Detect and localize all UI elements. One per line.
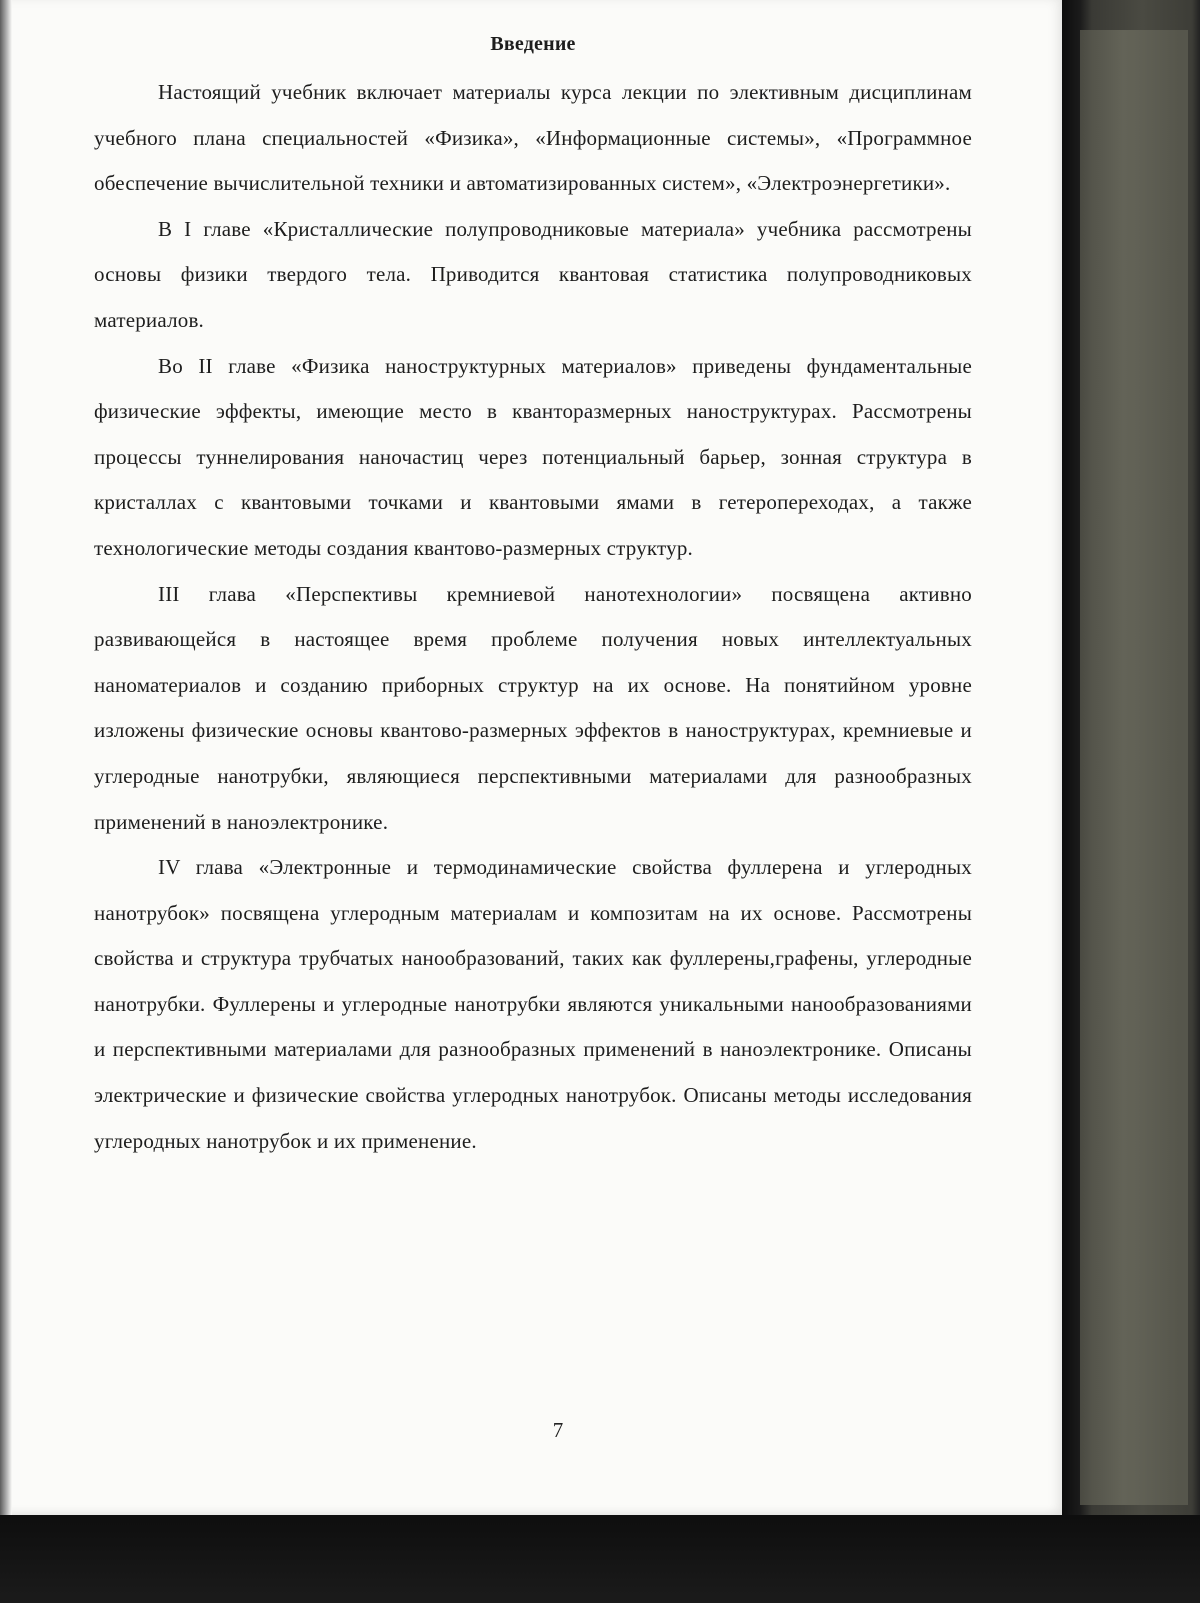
paragraph-chapter-3: III глава «Перспективы кремниевой нанотехнологии» посвящена активно развивающейся в настоящее время проблеме получения новых интеллектуальных наноматериалов и созданию приборных структур на их основе. На понятийном уровне изложены физические основы квантово-размерных эффектов в наноструктурах, кремниевые и углеродные нанотрубки, являющиеся перспективными материалами для разнообразных применений в наноэлектронике. (94, 581, 972, 834)
page-title: Введение (490, 33, 576, 55)
paragraph-chapter-4: IV глава «Электронные и термодинамические свойства фуллерена и углеродных нанотрубок» посвящена углеродным материалам и композитам на их основе. Рассмотрены свойства и структура трубчатых нанообразований, таких как фуллерены,графены, углеродные нанотрубки. Фуллерены и углеродные нанотрубки являются уникальными нанообразованиями и перспективными материалами для разнообразных применений в наноэлектронике. Описаны электрические и физические свойства углеродных нанотрубок. Описаны методы исследования углеродных нанотрубок и их применение. (94, 855, 972, 1153)
paragraph-chapter-2: Во II главе «Физика наноструктурных материалов» приведены фундаментальные физические эффекты, имеющие место в кванторазмерных наноструктурах. Рассмотрены процессы туннелирования наночастиц через потенциальный барьер, зонная структура в кристаллах с квантовыми точками и квантовыми ямами в гетеропереходах, а также технологические методы создания квантово-размерных структур. (94, 353, 972, 560)
page-number: 7 (552, 1418, 564, 1442)
paragraph-intro: Настоящий учебник включает материалы курса лекции по элективным дисциплинам учебного плана специальностей «Физика», «Информационные системы», «Программное обеспечение вычислительной техники и автоматизированных систем», «Электроэнергетики». (94, 80, 972, 196)
scanner-right-lid (1080, 30, 1188, 1505)
paragraph-chapter-1: В I главе «Кристаллические полупроводниковые материала» учебника рассмотрены основы физики твердого тела. Приводится квантовая статистика полупроводниковых материалов. (94, 216, 972, 332)
page-left-shadow (0, 0, 12, 1515)
scanner-bottom-border (0, 1515, 1200, 1603)
page-content (94, 28, 972, 1164)
